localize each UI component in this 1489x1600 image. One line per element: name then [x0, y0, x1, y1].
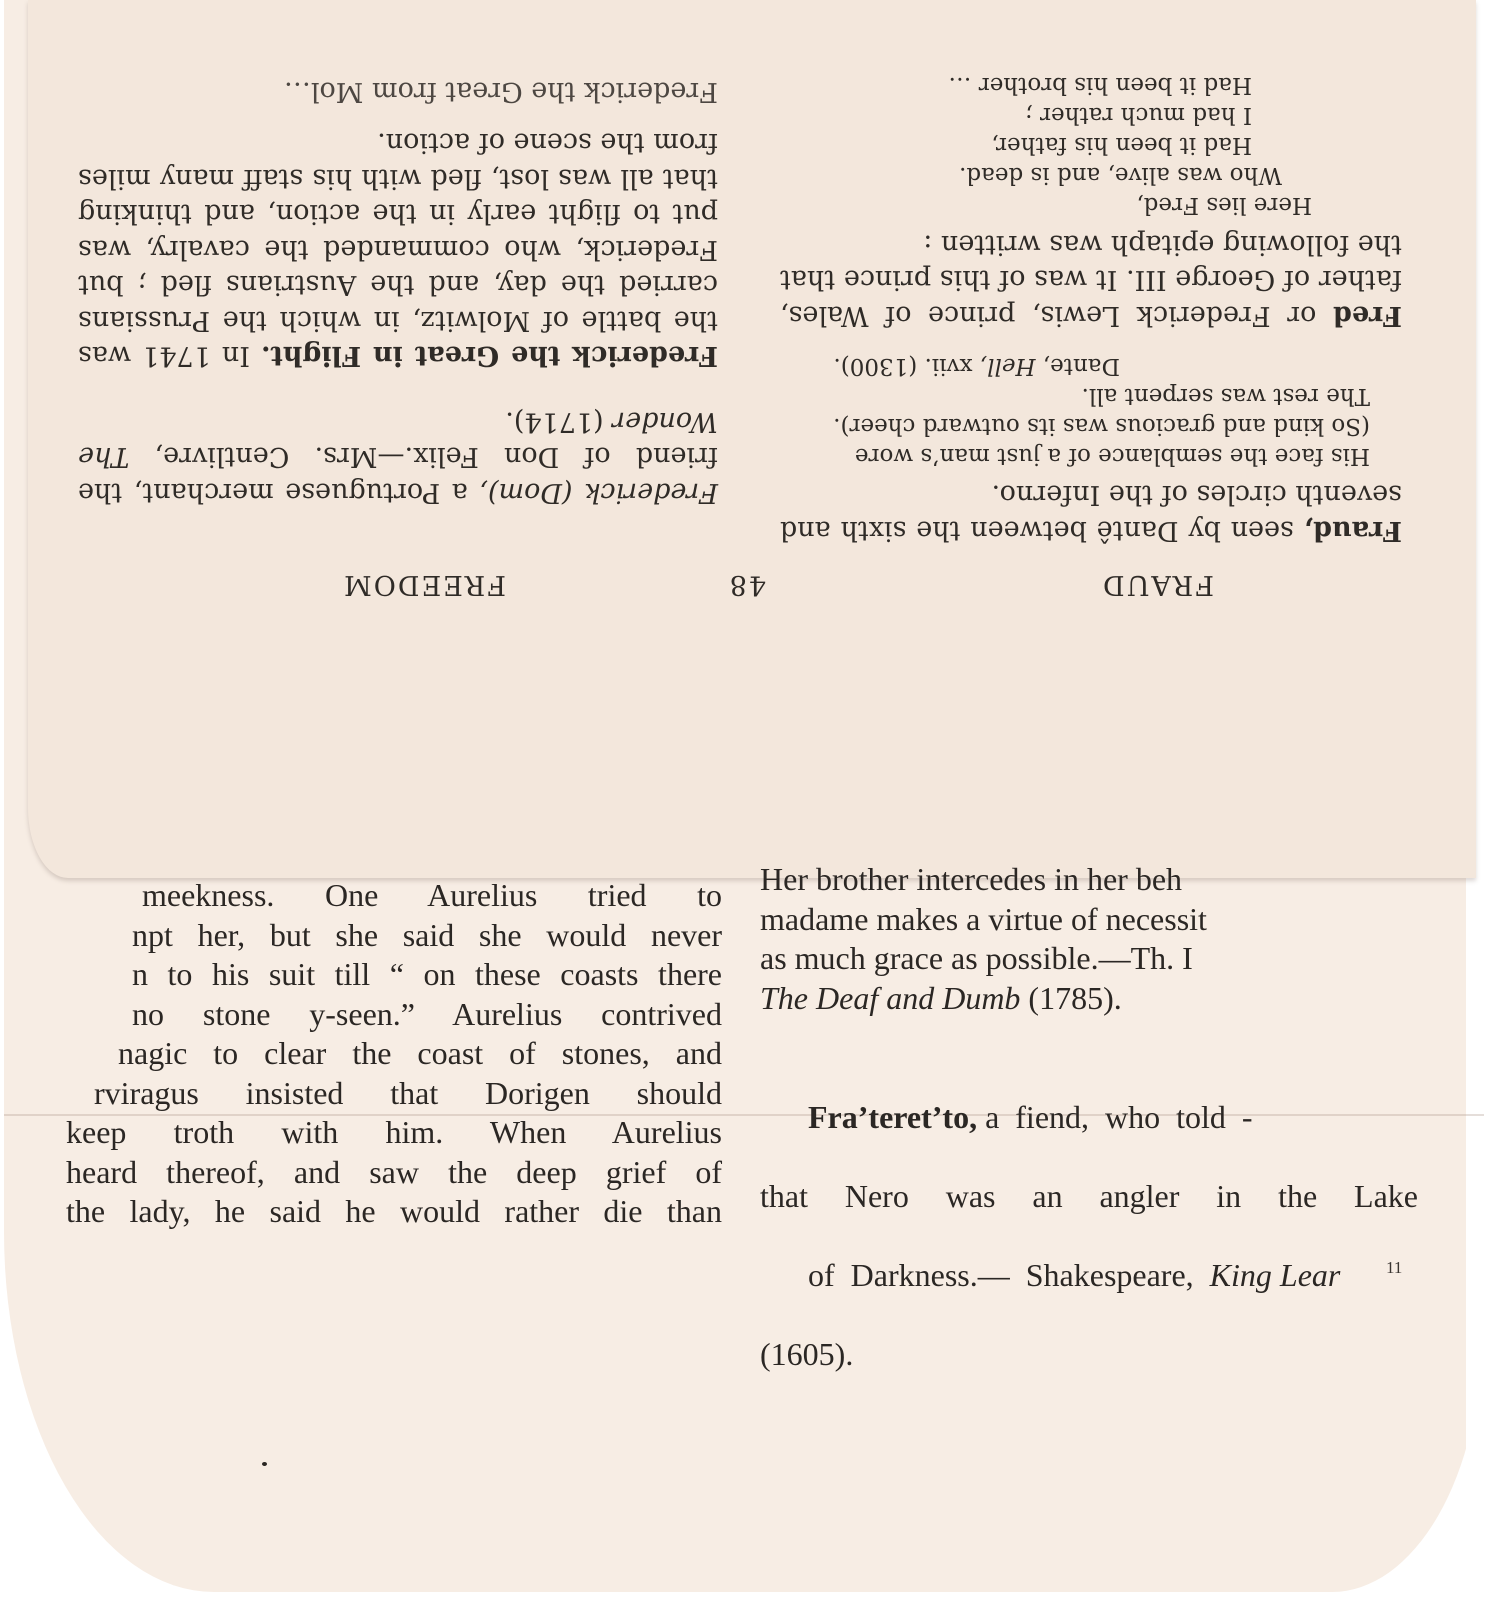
flight-cut-line: Frederick the Great from Mol… [283, 76, 718, 107]
frederick-name: Frederick [584, 477, 718, 508]
left-line-7: keep troth with him. When Aurelius [66, 1114, 722, 1150]
fraud-entry [780, 477, 1402, 548]
frateretto-line3-pre: of Darkness.— Shakespeare, [808, 1256, 1210, 1293]
quote-line-2: (So kind and gracious was its outward cheer). [833, 413, 1370, 439]
quote-line-1: His face the semblance of a just man’s wore [854, 443, 1370, 469]
frederick-dom: (Dom), [467, 477, 585, 508]
frateretto-term: Fra’teret’to, [808, 1098, 978, 1135]
frederick-work: The Wonder [78, 406, 718, 473]
frateretto-line-3 [760, 1216, 1418, 1335]
frederick-year: (1714). [505, 406, 613, 437]
left-line-1: meekness. One Aurelius tried to [142, 877, 722, 913]
fraud-column [780, 71, 1402, 549]
left-line-4: no stone y-seen.” Aurelius contrived [132, 995, 722, 1032]
epitaph-line-1: Here lies Fred, [1136, 192, 1312, 219]
left-line-2: npt her, but she said she would never [132, 916, 722, 953]
right-line-2: madame makes a virtue of necessit [760, 900, 1207, 937]
spacer [760, 1018, 1418, 1058]
fraud-text: seen by Dantê between the sixth and seventh circles of the Inferno. [780, 479, 1402, 546]
rotated-panel-content [28, 0, 1476, 878]
left-line-3: n to his suit till “ on these coasts there [132, 956, 722, 992]
frateretto-work: King Lear [1209, 1256, 1341, 1293]
right-line-1: Her brother intercedes in her beh [760, 861, 1183, 897]
lower-left-column [66, 876, 722, 1232]
frateretto-line-1 [760, 1058, 1418, 1177]
left-line-5: nagic to clear the coast of stones, and [118, 1035, 722, 1071]
dante-quote [780, 351, 1402, 471]
deaf-title: The Deaf and Dumb [760, 979, 1021, 1016]
quote-source-pre: Dante, [1035, 353, 1120, 379]
ink-speck [262, 1462, 267, 1466]
frateretto-line-2: that Nero was an angler in the Lake [760, 1177, 1418, 1214]
frederick-text: a Portuguese merchant, the friend of Don Felix.—Mrs. Centlivre, [78, 441, 718, 508]
header-fraud: FRAUD [1101, 569, 1214, 600]
frateretto-line1-rest: a fiend, who told - [977, 1098, 1253, 1135]
quote-source [780, 351, 1370, 381]
frederick-column [78, 74, 718, 511]
header-page-number: 48 [727, 569, 766, 600]
folded-panel [28, 0, 1476, 878]
frederick-entry [78, 404, 718, 511]
fred-entry [780, 227, 1402, 334]
lower-right-column [760, 860, 1418, 1374]
flight-text: In 1741 was the battle of Molwitz, in which the Prussians carried the day, and the Austrians fled ; but Frederick, who commanded the cavalry, was put to flight early in the action, and thinking that all was lost, fled with his staff many miles from the scene of action. [78, 127, 718, 372]
fred-text: or Frederick Lewis, prince of Wales, father of George III. It was of this prince that the following epitaph was written : [780, 229, 1402, 331]
left-line-6: rviragus insisted that Dorigen should [94, 1074, 722, 1111]
fraud-term: Fraud, [1303, 515, 1402, 546]
frateretto-year: (1605). [760, 1335, 854, 1372]
right-line-3: as much grace as possible.—Th. I [760, 940, 1193, 976]
left-line-9: the lady, he said he would rather die than [66, 1193, 722, 1229]
header-freedom: FREEDOM [342, 569, 506, 600]
flight-entry [78, 125, 718, 374]
epitaph-line-5: Had it been his brother … [948, 72, 1252, 99]
epitaph-line-2: Who was alive, and is dead. [959, 162, 1282, 189]
epitaph-line-4: I had much rather ; [1024, 102, 1252, 129]
quote-source-post: xvii. (1300). [833, 353, 980, 379]
fred-epitaph [780, 71, 1402, 221]
signature-mark: 11 [1386, 1258, 1403, 1277]
quote-line-3: The rest was serpent all. [1081, 383, 1370, 409]
deaf-citation [760, 979, 1418, 1019]
fred-term: Fred [1333, 300, 1402, 331]
deaf-year: (1785). [1020, 979, 1122, 1016]
left-line-8: heard thereof, and saw the deep grief of [66, 1153, 722, 1190]
quote-source-italic: Hell, [979, 353, 1036, 379]
flight-term: Frederick the Great in Flight. [261, 340, 718, 372]
epitaph-line-3: Had it been his father, [991, 132, 1252, 159]
